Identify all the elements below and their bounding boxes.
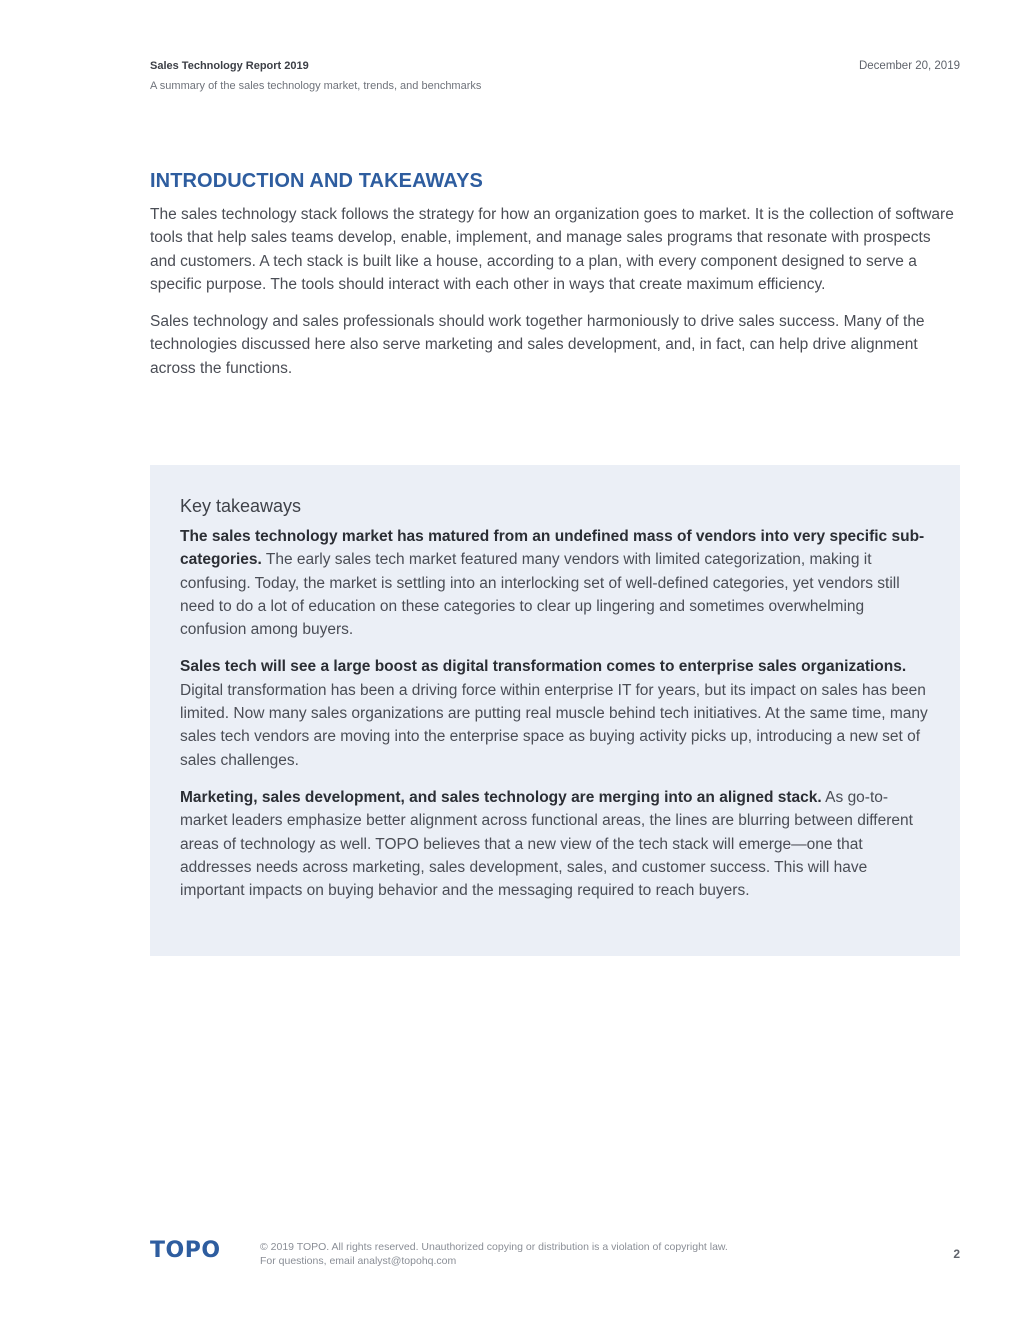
report-subtitle: A summary of the sales technology market, trends, and benchmarks bbox=[150, 80, 482, 92]
page-footer bbox=[150, 1236, 960, 1272]
takeaway-item bbox=[180, 786, 930, 902]
takeaway-lead: The sales technology market has matured from an undefined mass of vendors into very specific sub-categories. bbox=[180, 528, 925, 569]
topo-logo: TOPO bbox=[150, 1238, 221, 1263]
section-heading: INTRODUCTION AND TAKEAWAYS bbox=[150, 170, 483, 192]
key-takeaways-box bbox=[150, 465, 960, 956]
key-takeaways-heading: Key takeaways bbox=[180, 496, 302, 516]
takeaway-body: The early sales tech market featured many vendors with limited categorization, making it confusing. Today, the market is settling into an interlocking set of well-defined categories, yet vendors still need to do a lot of education on these categories to clear up lingering and sometimes overwhelming confusion among buyers. bbox=[180, 551, 900, 639]
contact-line: For questions, email analyst@topohq.com bbox=[260, 1255, 457, 1267]
takeaway-item bbox=[180, 655, 930, 771]
page-number: 2 bbox=[953, 1247, 960, 1261]
intro-paragraph: Sales technology and sales professionals should work together harmoniously to drive sales success. Many of the technologies discussed here also serve marketing and sales development, and, in fact, can help drive alignment across the functions. bbox=[150, 313, 925, 377]
intro-paragraph: The sales technology stack follows the strategy for how an organization goes to market. It is the collection of software tools that help sales teams develop, enable, implement, and manage sales programs that resonate with prospects and customers. A tech stack is built like a house, according to a plan, with every component designed to serve a specific purpose. The tools should interact with each other in ways that create maximum efficiency. bbox=[150, 206, 954, 293]
takeaway-body: Digital transformation has been a driving force within enterprise IT for years, but its impact on sales has been limited. Now many sales organizations are putting real muscle behind tech initiatives. At the same time, many sales tech vendors are moving into the enterprise space as buying activity picks up, introducing a new set of sales challenges. bbox=[180, 681, 928, 769]
takeaway-body: As go-to-market leaders emphasize better alignment across functional areas, the lines are blurring between different areas of technology as well. TOPO believes that a new view of the tech stack will emerge—one that addresses needs across marketing, sales development, sales, and customer success. This will have important impacts on buying behavior and the messaging required to reach buyers. bbox=[180, 788, 913, 900]
report-date: December 20, 2019 bbox=[858, 60, 960, 72]
takeaway-lead: Marketing, sales development, and sales technology are merging into an aligned stack. bbox=[180, 788, 822, 806]
takeaway-lead: Sales tech will see a large boost as digital transformation comes to enterprise sales organizations. bbox=[180, 658, 907, 676]
report-title: Sales Technology Report 2019 bbox=[150, 60, 309, 72]
footer-legal bbox=[260, 1240, 728, 1268]
intro-section bbox=[150, 203, 960, 394]
takeaway-item bbox=[180, 525, 930, 641]
page-header bbox=[150, 58, 960, 94]
copyright-notice: © 2019 TOPO. All rights reserved. Unauthorized copying or distribution is a violation of copyright law. bbox=[260, 1241, 728, 1253]
